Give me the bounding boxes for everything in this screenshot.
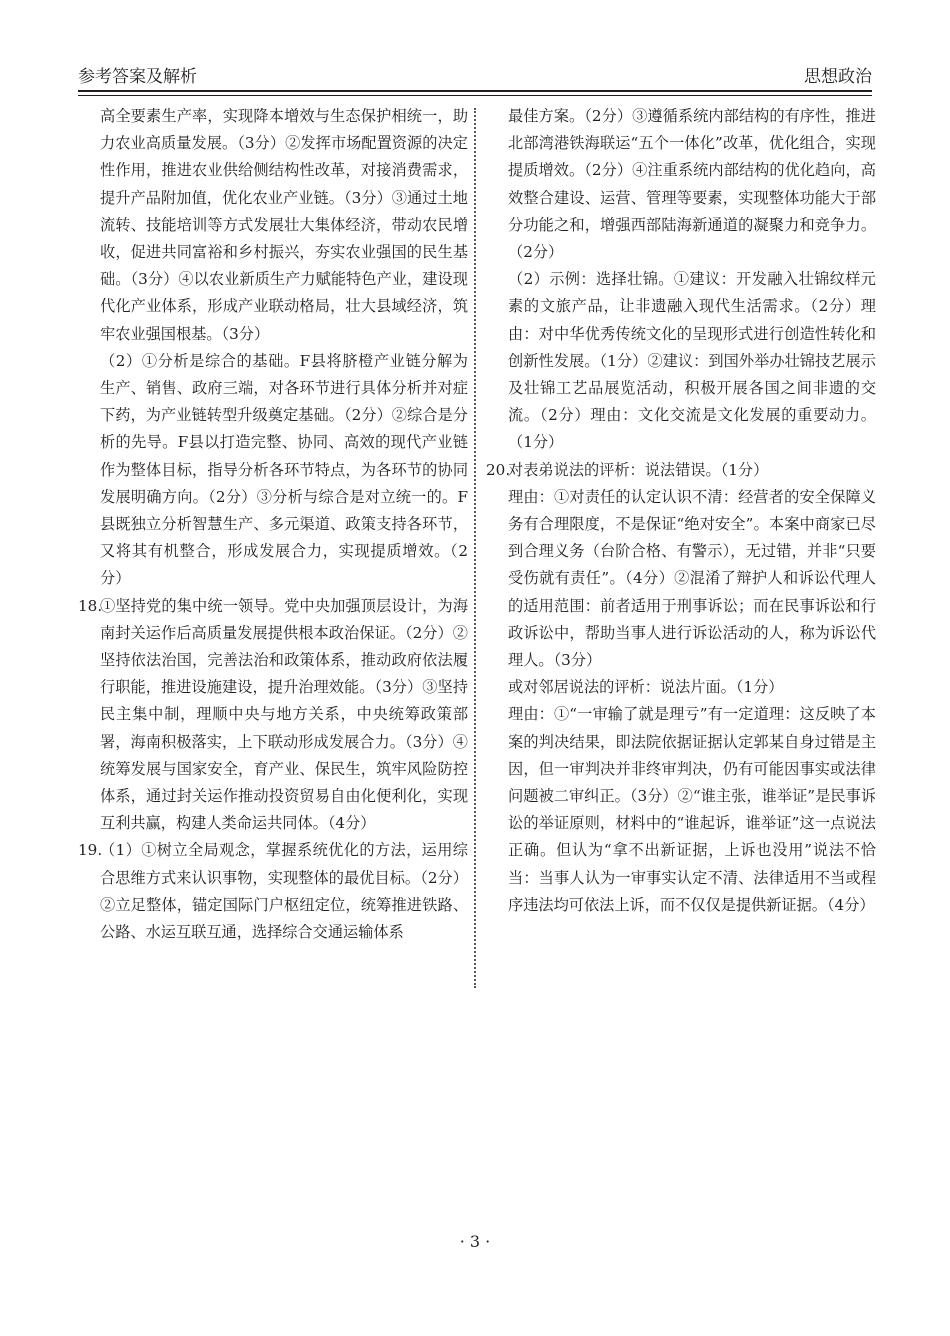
question-20-alt-head: 或对邻居说法的评析：说法片面。（1分） <box>508 678 784 697</box>
question-18-number: 18. <box>78 596 103 615</box>
page-header <box>78 60 872 88</box>
question-20-reason-2: 理由：①“一审输了就是理亏”有一定道理：这反映了本案的判决结果，即法院依据证据认定郭某自身过错是主因，但一审判决并非终审判决，仍有可能因事实或法律问题被二审纠正。（3分）②“谁主张，谁举证”是民事诉讼的举证原则，材料中的“谁起诉，谁举证”这一点说法正确。但认为“拿不出新证据，上诉也没用”说法不恰当：当事人认为一审事实认定不清、法律适用不当或程序违法均可依法上诉，而不仅仅是提供新证据。（4分） <box>508 705 876 914</box>
question-18-answer: ①坚持党的集中统一领导。党中央加强顶层设计，为海南封关运作后高质量发展提供根本政治保证。（2分）②坚持依法治国，完善法治和政策体系，推动政府依法履行职能，推进设施建设，提升治理效能。（3分）③坚持民主集中制，理顺中央与地方关系，中央统筹政策部署，海南积极落实，上下联动形成发展合力。（3分）④统筹发展与国家安全，育产业、保民生，筑牢风险防控体系，通过封关运作推动投资贸易自由化便利化，实现互利共赢，构建人类命运共同体。（4分） <box>100 596 468 833</box>
right-column <box>486 103 876 919</box>
right-paragraph-2: （2）示例：选择壮锦。①建议：开发融入壮锦纹样元素的文旅产品，让非遗融入现代生活需求。（2分）理由：对中华优秀传统文化的呈现形式进行创造性转化和创新性发展。（1分）②建议：到国外举办壮锦技艺展示及壮锦工艺品展览活动，积极开展各国之间非遗的交流。（2分）理由：文化交流是文化发展的重要动力。（1分） <box>508 270 876 452</box>
header-rule-thin <box>78 95 872 96</box>
right-paragraph-1: 最佳方案。（2分）③遵循系统内部结构的有序性，推进北部湾港铁海联运“五个一体化”改革，优化组合，实现提质增效。（2分）④注重系统内部结构的优化趋向，高效整合建设、运营、管理等要素，实现整体功能大于部分功能之和，增强西部陆海新通道的凝聚力和竞争力。（2分） <box>508 107 876 262</box>
question-19-number: 19. <box>78 841 103 860</box>
left-paragraph-1: 高全要素生产率，实现降本增效与生态保护相统一，助力农业高质量发展。（3分）②发挥市场配置资源的决定性作用，推进农业供给侧结构性改革，对接消费需求，提升产品附加值，优化农业产业链。（3分）③通过土地流转、技能培训等方式发展壮大集体经济，带动农民增收，促进共同富裕和乡村振兴，夯实农业强国的民生基础。（3分）④以农业新质生产力赋能特色产业，建设现代化产业体系，形成产业联动格局，壮大县域经济，筑牢农业强国根基。（3分） <box>100 107 468 343</box>
question-18 <box>78 593 468 838</box>
header-subject: 思想政治 <box>804 67 872 87</box>
question-20 <box>486 457 876 919</box>
question-19 <box>78 837 468 946</box>
column-divider <box>474 108 476 988</box>
question-20-number: 20. <box>486 460 511 479</box>
question-20-reason-1: 理由：①对责任的认定认识不清：经营者的安全保障义务有合理限度，不是保证“绝对安全”。本案中商家已尽到合理义务（台阶合格、有警示），无过错，并非“只要受伤就有责任”。（4分）②混淆了辩护人和诉讼代理人的适用范围：前者适用于刑事诉讼；而在民事诉讼和行政诉讼中，帮助当事人进行诉讼活动的人，称为诉讼代理人。（3分） <box>508 487 876 670</box>
left-paragraph-2: （2）①分析是综合的基础。F县将脐橙产业链分解为生产、销售、政府三端，对各环节进行具体分析并对症下药，为产业链转型升级奠定基础。（2分）②综合是分析的先导。F县以打造完整、协同、高效的现代产业链作为整体目标，指导分析各环节特点，为各环节的协同发展明确方向。（2分）③分析与综合是对立统一的。F县既独立分析智慧生产、多元渠道、政策支持各环节，又将其有机整合，形成发展合力，实现提质增效。（2分） <box>100 351 468 588</box>
header-left-title: 参考答案及解析 <box>78 67 197 87</box>
question-19-answer: （1）①树立全局观念，掌握系统优化的方法，运用综合思维方式来认识事物，实现整体的最优目标。（2分）②立足整体，锚定国际门户枢纽定位，统筹推进铁路、公路、水运互联互通，选择综合交通运输体系 <box>100 841 468 942</box>
question-20-head: 对表弟说法的评析：说法错误。（1分） <box>508 460 769 479</box>
left-column <box>78 103 468 946</box>
header-rule-thick <box>78 90 872 92</box>
page-number: · 3 · <box>459 1232 491 1251</box>
